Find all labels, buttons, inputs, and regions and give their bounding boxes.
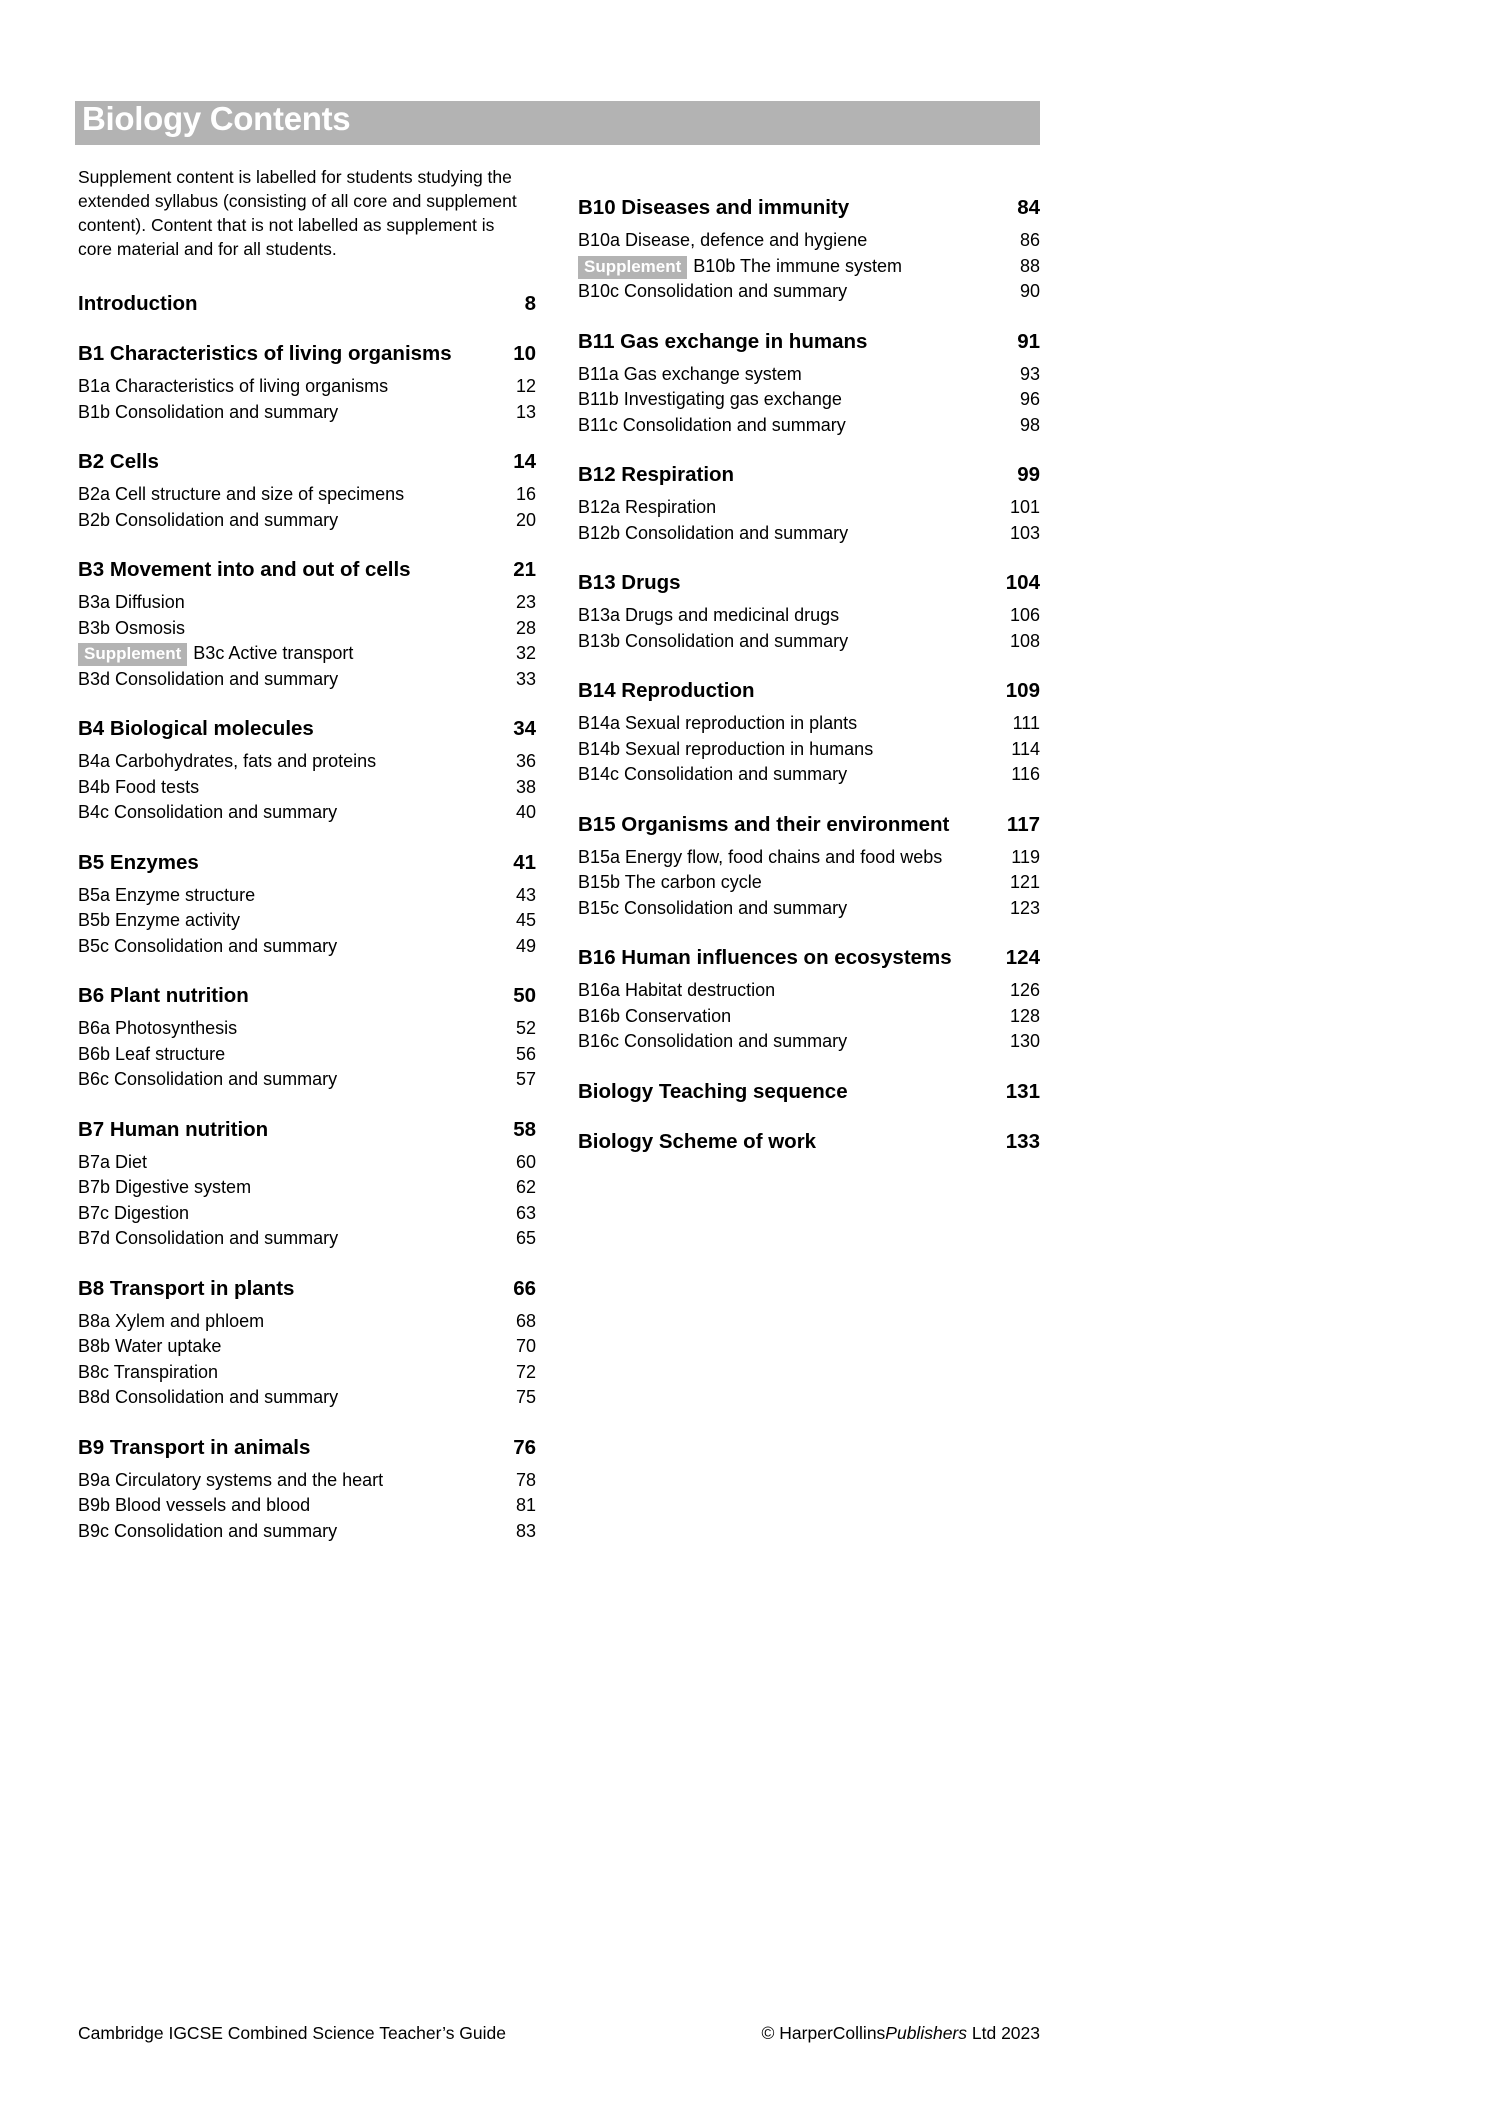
toc-entry-text: B10 Diseases and immunity (578, 196, 850, 219)
page-footer (78, 2022, 1040, 2044)
toc-row[interactable] (78, 1309, 536, 1335)
toc-page-number: 45 (515, 910, 536, 930)
toc-page-number: 52 (515, 1018, 536, 1038)
toc-page-number: 68 (515, 1310, 536, 1331)
toc-entry-label (578, 254, 1006, 280)
toc-row[interactable] (578, 1129, 1040, 1155)
toc-entry-text: B6a Photosynthesis (78, 1018, 238, 1038)
toc-row[interactable] (78, 1276, 536, 1302)
toc-page-number: 96 (1019, 389, 1040, 409)
toc-entry-label (578, 1079, 1006, 1105)
toc-entry-label (578, 521, 1006, 547)
toc-entry-text: B7 Human nutrition (78, 1117, 269, 1141)
toc-row[interactable] (578, 737, 1040, 763)
toc-row[interactable] (78, 1175, 536, 1201)
toc-row[interactable] (578, 845, 1040, 871)
toc-page-number: 84 (1017, 196, 1040, 219)
toc-entry-text: B16a Habitat destruction (578, 980, 776, 1000)
toc-page-number: 56 (515, 1043, 536, 1064)
toc-entry-label (78, 1276, 502, 1302)
toc-row[interactable] (78, 1067, 536, 1093)
toc-entry-label (78, 508, 502, 534)
footer-copyright: © HarperCollins (761, 2023, 886, 2043)
footer-left-text: Cambridge IGCSE Combined Science Teacher’s Guide (78, 2023, 506, 2043)
toc-page-number: 66 (513, 1276, 536, 1300)
toc-page-number: 101 (1009, 497, 1040, 517)
toc-page-number: 57 (515, 1069, 536, 1089)
toc-entry-text: B1b Consolidation and summary (78, 401, 339, 422)
toc-page-number: 38 (515, 776, 536, 797)
toc-entry-label (78, 1201, 502, 1227)
toc-row[interactable] (578, 896, 1040, 922)
toc-entry-text: B10b The immune system (693, 255, 903, 276)
toc-row[interactable] (578, 629, 1040, 655)
toc-entry-label (78, 667, 502, 693)
toc-row[interactable] (578, 362, 1040, 388)
left-column (78, 165, 536, 1544)
toc-entry-label (78, 934, 502, 960)
toc-entry-label (78, 883, 502, 909)
toc-row[interactable] (78, 716, 536, 742)
toc-page-number: 86 (1019, 230, 1040, 250)
toc-entry-text: B5b Enzyme activity (78, 910, 241, 930)
toc-entry-text: B15a Energy flow, food chains and food webs (578, 846, 943, 867)
toc-entry-label (78, 1175, 502, 1201)
toc-entry-label (578, 570, 1006, 596)
toc-entry-label (78, 1435, 502, 1461)
toc-entry-text: B10a Disease, defence and hygiene (578, 230, 868, 250)
toc-page-number: 114 (1011, 738, 1040, 759)
toc-entry-text: B7c Digestion (78, 1202, 190, 1223)
toc-entry-label (78, 749, 502, 775)
toc-page-number: 28 (515, 617, 536, 638)
toc-row[interactable] (78, 1519, 536, 1545)
toc-entry-text: B9b Blood vessels and blood (78, 1495, 311, 1515)
toc-page-number: 111 (1012, 713, 1040, 733)
toc-row[interactable] (578, 603, 1040, 629)
toc-entry-label (78, 449, 502, 475)
toc-row[interactable] (78, 291, 536, 317)
toc-entry-text: B7a Diet (78, 1151, 148, 1172)
left-toc-list (78, 291, 536, 1544)
toc-entry-text: B7d Consolidation and summary (78, 1228, 339, 1248)
toc-page-number: 124 (1005, 946, 1040, 969)
toc-entry-text: B3 Movement into and out of cells (78, 558, 411, 581)
toc-row[interactable] (578, 945, 1040, 971)
toc-row[interactable] (578, 329, 1040, 355)
toc-page-number: 103 (1009, 522, 1040, 543)
toc-row[interactable] (78, 1360, 536, 1386)
toc-row[interactable] (78, 1493, 536, 1519)
toc-entry-label (78, 1067, 502, 1093)
toc-entry-label (78, 716, 502, 742)
toc-entry-label (578, 1004, 1006, 1030)
toc-entry-text: B15 Organisms and their environment (578, 812, 950, 836)
toc-page-number: 128 (1009, 1005, 1040, 1026)
toc-entry-label (78, 1309, 502, 1335)
toc-entry-text: B4c Consolidation and summary (78, 802, 338, 822)
toc-page-number: 10 (513, 342, 536, 365)
toc-page-number: 14 (513, 450, 536, 473)
toc-page-number: 34 (513, 717, 536, 740)
toc-row[interactable] (78, 449, 536, 475)
toc-entry-label (578, 362, 1006, 388)
toc-page-number: 12 (515, 376, 536, 396)
toc-entry-label (78, 850, 502, 876)
toc-row[interactable] (78, 508, 536, 534)
toc-entry-label (78, 1334, 502, 1360)
toc-entry-text: B8c Transpiration (78, 1361, 219, 1382)
toc-page-number: 63 (515, 1202, 536, 1223)
toc-page-number: 81 (515, 1495, 536, 1515)
toc-entry-label (78, 1016, 502, 1042)
toc-entry-label (78, 775, 502, 801)
toc-page-number: 99 (1017, 463, 1040, 486)
toc-page-number: 133 (1005, 1129, 1040, 1153)
toc-entry-label (78, 341, 502, 367)
footer-right-text (762, 2022, 1040, 2044)
toc-page-number: 119 (1011, 846, 1040, 867)
toc-page-number: 116 (1011, 764, 1040, 784)
toc-page-number: 88 (1019, 255, 1040, 276)
toc-entry-text: B10c Consolidation and summary (578, 281, 848, 301)
supplement-badge: Supplement (78, 643, 187, 666)
footer-year: Ltd 2023 (967, 2023, 1040, 2043)
toc-page-number: 98 (1019, 414, 1040, 435)
toc-row[interactable] (78, 641, 536, 667)
toc-entry-label (578, 603, 1006, 629)
intro-paragraph: Supplement content is labelled for students studying the extended syllabus (consisting of all core and supplement content). Content that is not labelled as supplement is core material and for all students. (78, 167, 517, 259)
toc-page-number: 32 (515, 643, 536, 663)
toc-row[interactable] (78, 908, 536, 934)
toc-entry-label (578, 978, 1006, 1004)
toc-entry-label (578, 870, 1006, 896)
toc-entry-text: B2b Consolidation and summary (78, 509, 339, 530)
toc-entry-text: B11c Consolidation and summary (578, 414, 846, 435)
toc-row[interactable] (78, 1468, 536, 1494)
toc-page-number: 62 (515, 1177, 536, 1197)
toc-entry-label (78, 800, 502, 826)
toc-entry-label (578, 845, 1006, 871)
toc-page-number: 58 (513, 1117, 536, 1141)
toc-entry-label (78, 590, 502, 616)
toc-row[interactable] (578, 978, 1040, 1004)
toc-entry-label (78, 1150, 502, 1176)
toc-entry-text: B11b Investigating gas exchange (578, 389, 842, 409)
toc-page-number: 123 (1009, 897, 1040, 918)
toc-entry-label (578, 329, 1006, 355)
toc-page-number: 50 (513, 984, 536, 1007)
toc-entry-label (78, 616, 502, 642)
page-title: Biology Contents (82, 100, 351, 137)
toc-entry-label (578, 737, 1006, 763)
toc-entry-text: B3b Osmosis (78, 617, 186, 638)
toc-entry-text: B8 Transport in plants (78, 1276, 295, 1300)
toc-entry-label (78, 557, 502, 583)
toc-row[interactable] (78, 1226, 536, 1252)
toc-entry-text: B13a Drugs and medicinal drugs (578, 605, 840, 625)
toc-entry-text: B5 Enzymes (78, 850, 199, 874)
toc-entry-text: B16b Conservation (578, 1005, 732, 1026)
toc-page-number: 117 (1006, 812, 1040, 836)
toc-row[interactable] (578, 279, 1040, 305)
toc-row[interactable] (78, 983, 536, 1009)
toc-row[interactable] (578, 1004, 1040, 1030)
toc-entry-text: B8a Xylem and phloem (78, 1310, 265, 1331)
toc-row[interactable] (78, 1016, 536, 1042)
toc-entry-label (578, 495, 1006, 521)
toc-entry-label (78, 1493, 502, 1519)
toc-entry-label (578, 711, 1006, 737)
toc-page-number: 23 (515, 592, 536, 612)
toc-entry-text: B4 Biological molecules (78, 717, 314, 740)
toc-entry-text: B13b Consolidation and summary (578, 630, 849, 651)
toc-entry-text: B16c Consolidation and summary (578, 1031, 848, 1051)
toc-row[interactable] (578, 254, 1040, 280)
toc-page-number: 76 (513, 1435, 536, 1459)
toc-row[interactable] (578, 711, 1040, 737)
toc-entry-text: B4a Carbohydrates, fats and proteins (78, 751, 377, 771)
toc-row[interactable] (578, 812, 1040, 838)
toc-entry-label (578, 413, 1006, 439)
toc-entry-label (578, 945, 1006, 971)
toc-page-number: 40 (515, 802, 536, 822)
toc-entry-label (78, 1117, 502, 1143)
toc-page-number: 16 (515, 484, 536, 504)
toc-page-number: 41 (513, 850, 536, 874)
toc-row[interactable] (78, 374, 536, 400)
toc-page-number: 70 (515, 1336, 536, 1356)
toc-row[interactable] (578, 195, 1040, 221)
toc-entry-text: B9 Transport in animals (78, 1435, 311, 1459)
toc-row[interactable] (78, 1201, 536, 1227)
toc-row[interactable] (578, 521, 1040, 547)
toc-page-number: 72 (515, 1361, 536, 1382)
toc-entry-text: B7b Digestive system (78, 1177, 252, 1197)
toc-row[interactable] (78, 1385, 536, 1411)
toc-row[interactable] (78, 341, 536, 367)
toc-entry-text: B1 Characteristics of living organisms (78, 342, 452, 365)
toc-page-number: 75 (515, 1387, 536, 1407)
toc-entry-label (78, 374, 502, 400)
toc-page-number: 36 (515, 751, 536, 771)
toc-page-number: 60 (515, 1151, 536, 1172)
toc-row[interactable] (578, 413, 1040, 439)
toc-entry-text: B5a Enzyme structure (78, 884, 256, 905)
toc-entry-text: B3a Diffusion (78, 592, 185, 612)
footer-publishers: Publishers (885, 2023, 968, 2043)
toc-entry-text: B16 Human influences on ecosystems (578, 946, 952, 969)
toc-entry-label (78, 1385, 502, 1411)
toc-entry-text: Biology Teaching sequence (578, 1079, 848, 1103)
toc-row[interactable] (578, 1029, 1040, 1055)
toc-entry-text: Biology Scheme of work (578, 1129, 817, 1153)
toc-entry-text: B4b Food tests (78, 776, 200, 797)
toc-page-number: 104 (1005, 571, 1040, 594)
toc-entry-text: B9a Circulatory systems and the heart (78, 1469, 384, 1490)
toc-row[interactable] (578, 462, 1040, 488)
toc-row[interactable] (578, 387, 1040, 413)
toc-row[interactable] (78, 1150, 536, 1176)
toc-entry-text: B8d Consolidation and summary (78, 1387, 339, 1407)
toc-page-number: 8 (524, 292, 536, 315)
toc-entry-label (78, 1226, 502, 1252)
toc-entry-label (578, 279, 1006, 305)
toc-row[interactable] (78, 1117, 536, 1143)
toc-entry-label (578, 762, 1006, 788)
toc-entry-label (78, 1519, 502, 1545)
toc-row[interactable] (78, 1334, 536, 1360)
toc-entry-text: B12a Respiration (578, 497, 717, 517)
toc-page-number: 33 (515, 668, 536, 689)
toc-page-number: 130 (1009, 1031, 1040, 1051)
toc-page-number: 126 (1009, 980, 1040, 1000)
toc-page-number: 108 (1009, 630, 1040, 651)
toc-entry-text: B5c Consolidation and summary (78, 935, 338, 956)
toc-row[interactable] (78, 800, 536, 826)
toc-entry-text: B3d Consolidation and summary (78, 668, 339, 689)
toc-entry-text: B15b The carbon cycle (578, 872, 762, 892)
toc-entry-text: B3c Active transport (193, 643, 354, 663)
toc-entry-text: B2 Cells (78, 450, 159, 473)
toc-entry-label (578, 387, 1006, 413)
toc-entry-text: B14b Sexual reproduction in humans (578, 738, 874, 759)
toc-page-number: 121 (1009, 872, 1040, 892)
toc-entry-label (578, 462, 1006, 488)
toc-entry-text: B6c Consolidation and summary (78, 1069, 338, 1089)
toc-entry-text: B11a Gas exchange system (578, 363, 802, 384)
supplement-badge: Supplement (578, 256, 687, 279)
toc-entry-label (78, 1468, 502, 1494)
toc-entry-text: B8b Water uptake (78, 1336, 222, 1356)
toc-row[interactable] (78, 850, 536, 876)
toc-page-number: 43 (515, 884, 536, 905)
toc-row[interactable] (78, 934, 536, 960)
toc-page-number: 106 (1009, 605, 1040, 625)
toc-row[interactable] (78, 557, 536, 583)
toc-entry-label (578, 195, 1006, 221)
toc-row[interactable] (578, 678, 1040, 704)
toc-entry-text: B15c Consolidation and summary (578, 897, 848, 918)
toc-entry-text: B12 Respiration (578, 463, 735, 486)
toc-entry-label (78, 1360, 502, 1386)
toc-row[interactable] (78, 749, 536, 775)
toc-entry-label (78, 641, 502, 667)
toc-entry-label (578, 812, 1006, 838)
toc-row[interactable] (578, 570, 1040, 596)
toc-entry-text: B1a Characteristics of living organisms (78, 376, 389, 396)
toc-entry-label (578, 1029, 1006, 1055)
toc-row[interactable] (578, 870, 1040, 896)
toc-entry-label (578, 228, 1006, 254)
toc-entry-label (78, 908, 502, 934)
toc-page-number: 13 (515, 401, 536, 422)
toc-entry-text: B14a Sexual reproduction in plants (578, 713, 858, 733)
toc-row[interactable] (578, 495, 1040, 521)
toc-row[interactable] (78, 1042, 536, 1068)
toc-entry-label (78, 1042, 502, 1068)
toc-page-number: 93 (1019, 363, 1040, 384)
toc-row[interactable] (78, 775, 536, 801)
toc-entry-label (578, 629, 1006, 655)
toc-entry-text: B14 Reproduction (578, 679, 755, 702)
toc-entry-text: Introduction (78, 292, 198, 315)
right-column (578, 165, 1040, 1162)
toc-row[interactable] (578, 228, 1040, 254)
toc-entry-text: B11 Gas exchange in humans (578, 329, 868, 353)
toc-page-number: 78 (515, 1469, 536, 1490)
toc-row[interactable] (78, 1435, 536, 1461)
toc-page-number: 21 (513, 558, 536, 581)
toc-page-number: 83 (515, 1520, 536, 1541)
toc-row[interactable] (578, 762, 1040, 788)
toc-row[interactable] (578, 1079, 1040, 1105)
toc-entry-text: B9c Consolidation and summary (78, 1520, 338, 1541)
toc-entry-label (578, 678, 1006, 704)
toc-page-number: 109 (1005, 679, 1040, 702)
toc-entry-label (578, 896, 1006, 922)
toc-entry-label (78, 291, 502, 317)
toc-row[interactable] (78, 667, 536, 693)
toc-page-number: 65 (515, 1228, 536, 1248)
toc-entry-text: B2a Cell structure and size of specimens (78, 484, 405, 504)
toc-entry-label (78, 482, 502, 508)
toc-page-number: 20 (515, 509, 536, 530)
toc-entry-text: B6 Plant nutrition (78, 984, 249, 1007)
right-toc-list (578, 195, 1040, 1155)
toc-entry-label (78, 400, 502, 426)
toc-page-number: 49 (515, 935, 536, 956)
toc-page-number: 131 (1005, 1079, 1040, 1103)
toc-row[interactable] (78, 482, 536, 508)
toc-row[interactable] (78, 590, 536, 616)
toc-entry-text: B12b Consolidation and summary (578, 522, 849, 543)
toc-entry-text: B14c Consolidation and summary (578, 764, 848, 784)
toc-entry-label (78, 983, 502, 1009)
toc-entry-text: B13 Drugs (578, 571, 681, 594)
toc-page-number: 91 (1017, 329, 1040, 353)
toc-row[interactable] (78, 616, 536, 642)
toc-row[interactable] (78, 883, 536, 909)
toc-row[interactable] (78, 400, 536, 426)
toc-entry-text: B6b Leaf structure (78, 1043, 226, 1064)
toc-page-number: 90 (1019, 281, 1040, 301)
toc-entry-label (578, 1129, 1006, 1155)
